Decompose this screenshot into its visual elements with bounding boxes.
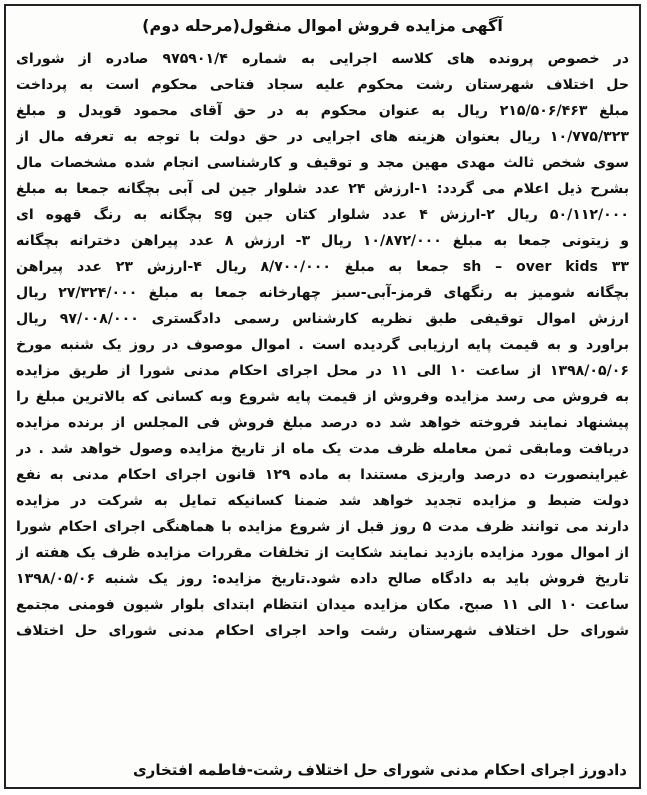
- body-line: ۱۳۹۸/۰۵/۰۶ از ساعت ۱۰ الی ۱۱ در محل اجرای احکام مدنی شورا از طریق مزایده: [16, 363, 629, 379]
- body-line: ارزش اموال توقیفی طبق نظریه کارشناس رسمی دادگستری ۹۷/۰۰۸/۰۰۰ ریال: [16, 311, 629, 327]
- body-line: پیشنهاد نمایند فروخته خواهد شد ده درصد مبلغ فروش فی المجلس از برنده مزایده: [16, 415, 629, 431]
- notice-body: [16, 46, 629, 644]
- body-line: براورد و به قیمت پایه ارزیابی گردیده است . اموال موصوف در روز یک شنبه مورخ: [16, 337, 629, 353]
- body-line: دولت ضبط و مزایده تجدید خواهد شد ضمنا کسانیکه تمایل به شرکت در مزایده: [16, 493, 629, 509]
- body-line: شورای حل اختلاف شهرستان رشت واحد اجرای احکام مدنی شورای حل اختلاف: [16, 623, 629, 639]
- body-line: دارند می توانند ظرف مدت ۵ روز قبل از شروع مزایده با هماهنگی اجرای احکام شورا: [16, 519, 629, 535]
- notice-title: آگهی مزایده فروش اموال منقول(مرحله دوم): [142, 16, 503, 35]
- notice-signature: دادورز اجرای احکام مدنی شورای حل اختلاف رشت-فاطمه افتخاری: [132, 761, 627, 779]
- body-line: از اموال مورد مزایده بازدید نمایند شکایت از تخلفات مقررات مزایده ظرف یک هفته از: [16, 545, 629, 561]
- body-line: بچگانه شومیز به رنگهای قرمز-آبی-سبز چهارخانه جمعا به مبلغ ۲۷/۳۲۴/۰۰۰ ریال: [16, 285, 629, 301]
- body-line: دریافت ومابقی ثمن معامله ظرف مدت یک ماه از تاریخ مزایده وصول خواهد شد . در: [16, 441, 629, 457]
- body-line: تاریخ فروش باید به دادگاه صالح داده شود.تاریخ مزایده: روز یک شنبه ۱۳۹۸/۰۵/۰۶: [16, 571, 629, 587]
- notice-frame: [4, 4, 641, 789]
- body-line: به فروش می رسد مزایده وفروش از قیمت پایه شروع وبه کسانی که بالاترین مبلغ را: [16, 389, 629, 405]
- body-line: مبلغ ۲۱۵/۵۰۶/۴۶۳ ریال به عنوان محکوم به در حق آقای محمود قویدل و مبلغ: [16, 103, 629, 119]
- body-line: در خصوص پرونده های کلاسه اجرایی به شماره ۹۷۵۹۰۱/۴ صادره از شورای: [16, 51, 629, 67]
- body-line: سوی شخص ثالث مهدی مهین مجد و توقیف و کارشناسی انجام شده مشخصات مال: [16, 155, 629, 171]
- body-line: ساعت ۱۰ الی ۱۱ صبح. مکان مزایده میدان انتظام ابتدای بلوار شیون فومنی مجتمع: [16, 597, 629, 613]
- body-line: غیراینصورت ده درصد واریزی مستندا به ماده ۱۲۹ قانون اجرای احکام مدنی به نفع: [16, 467, 629, 483]
- body-line: ۱۰/۷۷۵/۳۲۳ ریال بعنوان هزینه های اجرایی در حق دولت با توجه به تعرفه مال از: [16, 129, 629, 145]
- body-line: بشرح ذیل اعلام می گردد: ۱-ارزش ۲۴ عدد شلوار جین لی آبی بچگانه جمعا به مبلغ: [16, 181, 629, 197]
- body-line: sh – over kids ۳۳ جمعا به مبلغ ۸/۷۰۰/۰۰۰ ریال ۴-ارزش ۲۳ عدد پیراهن: [16, 259, 629, 275]
- body-line: ۵۰/۱۱۲/۰۰۰ ریال ۲-ارزش ۴ عدد شلوار کتان جین sg بچگانه به رنگ قهوه ای: [16, 207, 629, 223]
- body-line: و زیتونی جمعا به مبلغ ۱۰/۸۷۲/۰۰۰ ریال ۳- ارزش ۸ عدد پیراهن دخترانه بچگانه: [16, 233, 629, 249]
- body-line: حل اختلاف شهرستان رشت محکوم علیه سجاد فتاحی محکوم است به پرداخت: [16, 77, 629, 93]
